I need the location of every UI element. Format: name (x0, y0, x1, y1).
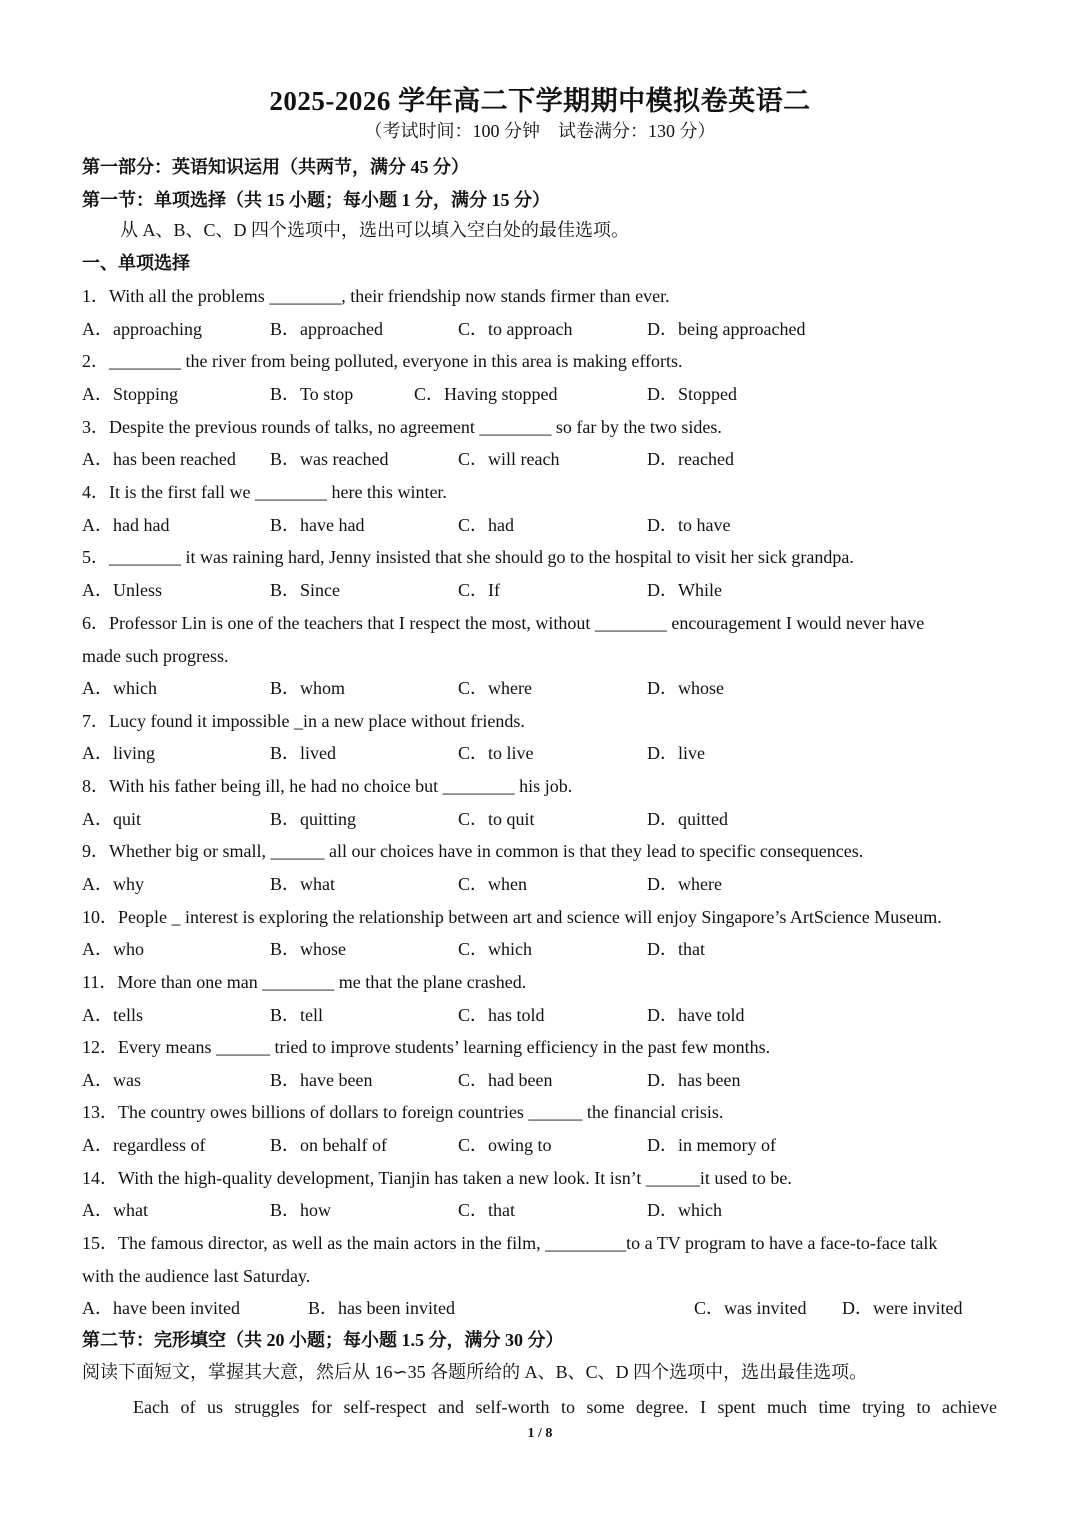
option-b: B．tell (270, 1005, 323, 1025)
option-c: C．will reach (458, 449, 560, 469)
option-b: B．whose (270, 939, 346, 959)
option-d: D．quitted (647, 809, 728, 829)
option-b: B．on behalf of (270, 1135, 387, 1155)
option-a: A．quit (82, 809, 142, 829)
option-b: B．quitting (270, 809, 357, 829)
option-d: D．being approached (647, 319, 806, 339)
section1-label: 一、单项选择 (82, 253, 190, 273)
question-stem: 1．With all the problems ________, their friendship now stands firmer than ever. (82, 286, 670, 306)
option-b: B．lived (270, 743, 336, 763)
option-d: D．to have (647, 515, 731, 535)
option-b: B．Since (270, 580, 340, 600)
option-c: C．was invited (694, 1298, 807, 1318)
option-d: D．live (647, 743, 705, 763)
option-d: D．whose (647, 678, 724, 698)
option-b: B．have had (270, 515, 365, 535)
option-a: A．have been invited (82, 1298, 240, 1318)
question-stem: 14．With the high-quality development, Tianjin has taken a new look. It isn’t ______it used to be. (82, 1168, 792, 1188)
option-d: D．While (647, 580, 722, 600)
option-d: D．has been (647, 1070, 741, 1090)
question-stem: 3．Despite the previous rounds of talks, no agreement ________ so far by the two sides. (82, 417, 722, 437)
option-c: C．had been (458, 1070, 553, 1090)
option-a: A．Stopping (82, 384, 179, 404)
exam-title: 2025-2026 学年高二下学期期中模拟卷英语二 (269, 86, 811, 116)
section1-instruction: 从 A、B、C、D 四个选项中，选出可以填入空白处的最佳选项。 (120, 220, 630, 240)
option-a: A．who (82, 939, 144, 959)
option-a: A．what (82, 1200, 148, 1220)
section2-instruction: 阅读下面短文，掌握其大意，然后从 16∽35 各题所给的 A、B、C、D 四个选项中，选出最佳选项。 (82, 1362, 868, 1382)
option-b: B．what (270, 874, 335, 894)
section1-heading: 第一节：单项选择（共 15 小题；每小题 1 分，满分 15 分） (82, 190, 550, 210)
option-c: C．Having stopped (414, 384, 558, 404)
question-stem: 4．It is the first fall we ________ here this winter. (82, 482, 447, 502)
option-a: A．has been reached (82, 449, 236, 469)
question-stem: 6．Professor Lin is one of the teachers that I respect the most, without ________ encouragement I would never have (82, 613, 925, 633)
option-b: B．whom (270, 678, 346, 698)
option-a: A．tells (82, 1005, 143, 1025)
option-a: A．Unless (82, 580, 162, 600)
option-b: B．was reached (270, 449, 389, 469)
option-c: C．that (458, 1200, 515, 1220)
passage-first-line: Each of us struggles for self-respect and self-worth to some degree. I spent much time trying to achieve (133, 1397, 997, 1417)
option-c: C．to approach (458, 319, 573, 339)
option-c: C．had (458, 515, 514, 535)
question-stem: 11．More than one man ________ me that the plane crashed. (82, 972, 527, 992)
page-number: 1 / 8 (527, 1426, 553, 1441)
option-b: B．has been invited (308, 1298, 455, 1318)
option-d: D．have told (647, 1005, 745, 1025)
part1-heading: 第一部分：英语知识运用（共两节，满分 45 分） (82, 157, 469, 177)
option-a: A．why (82, 874, 144, 894)
option-c: C．has told (458, 1005, 545, 1025)
option-a: A．living (82, 743, 156, 763)
option-c: C．If (458, 580, 500, 600)
option-c: C．owing to (458, 1135, 552, 1155)
question-stem: 9．Whether big or small, ______ all our choices have in common is that they lead to specific consequences. (82, 841, 864, 861)
option-d: D．in memory of (647, 1135, 776, 1155)
question-stem: 5．________ it was raining hard, Jenny insisted that she should go to the hospital to visit her sick grandpa. (82, 547, 854, 567)
option-d: D．which (647, 1200, 722, 1220)
option-d: D．Stopped (647, 384, 737, 404)
question-stem: 2．________ the river from being polluted, everyone in this area is making efforts. (82, 351, 683, 371)
question-stem: 7．Lucy found it impossible _in a new place without friends. (82, 711, 525, 731)
option-b: B．approached (270, 319, 383, 339)
option-a: A．approaching (82, 319, 202, 339)
option-c: C．to live (458, 743, 534, 763)
option-b: B．To stop (270, 384, 354, 404)
option-a: A．regardless of (82, 1135, 206, 1155)
option-c: C．when (458, 874, 527, 894)
option-a: A．which (82, 678, 157, 698)
option-d: D．reached (647, 449, 734, 469)
question-stem: 12．Every means ______ tried to improve students’ learning efficiency in the past few months. (82, 1037, 771, 1057)
question-stem: 13．The country owes billions of dollars to foreign countries ______ the financial crisis. (82, 1102, 724, 1122)
question-stem-continued: with the audience last Saturday. (82, 1266, 311, 1286)
option-b: B．have been (270, 1070, 373, 1090)
exam-subtitle: （考试时间：100 分钟 试卷满分：130 分） (364, 121, 716, 141)
question-stem-continued: made such progress. (82, 646, 229, 666)
option-c: C．which (458, 939, 532, 959)
option-a: A．had had (82, 515, 170, 535)
question-stem: 15．The famous director, as well as the main actors in the film, _________to a TV program to have a face-to-face talk (82, 1233, 938, 1253)
question-stem: 10．People _ interest is exploring the relationship between art and science will enjoy Singapore’s ArtScience Museum. (82, 907, 942, 927)
option-d: D．that (647, 939, 705, 959)
option-d: D．where (647, 874, 722, 894)
section2-heading: 第二节：完形填空（共 20 小题；每小题 1.5 分，满分 30 分） (82, 1330, 564, 1350)
option-b: B．how (270, 1200, 332, 1220)
question-stem: 8．With his father being ill, he had no choice but ________ his job. (82, 776, 573, 796)
option-c: C．to quit (458, 809, 535, 829)
option-d: D．were invited (842, 1298, 963, 1318)
option-c: C．where (458, 678, 532, 698)
option-a: A．was (82, 1070, 141, 1090)
